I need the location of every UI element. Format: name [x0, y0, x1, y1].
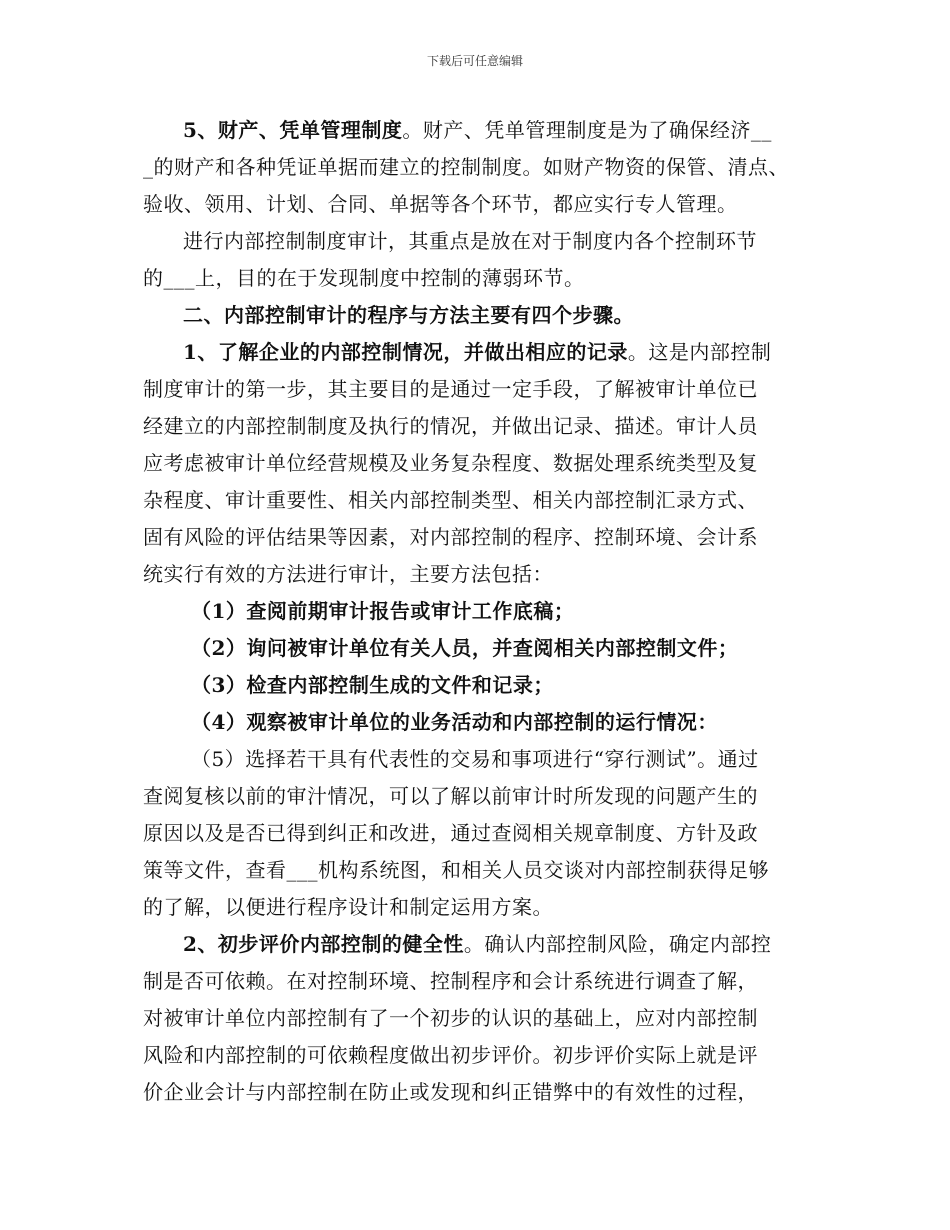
paragraph-continuation: 的___上，目的在于发现制度中控制的薄弱环节。 — [143, 266, 585, 290]
step-heading-2: 2、初步评价内部控制的健全性 — [183, 932, 464, 956]
paragraph-continuation: 制度审计的第一步，其主要目的是通过一定手段，了解被审计单位已 经建立的内部控制制度及执行的情况，并做出记录、描述。审计人员 应考虑被审计单位经营规模及业务复杂程度、数据处理系统类型及复 杂程度、审计重要性、相关内部控制类型、相关内部控制汇录方式、 固有风险的评估结果等因素，对内部控制的程序、控制环境、会计系 统实行有效的方法进行审计，主要方法包括： — [143, 377, 758, 586]
list-item: （3）检查内部控制生成的文件和记录； — [191, 673, 554, 697]
list-item: （1）查阅前期审计报告或审计工作底稿； — [191, 599, 575, 623]
step-heading-1: 1、了解企业的内部控制情况，并做出相应的记录 — [183, 340, 628, 364]
paragraph-continuation: 查阅复核以前的审汁情况，可以了解以前审计时所发现的问题产生的 原因以及是否已得到纠正和改进，通过查阅相关规章制度、方针及政 策等文件，查看___机构系统图，和相关人员交谈对内部控制获得足够 的了解，以便进行程序设计和制定运用方案。 — [143, 784, 769, 919]
list-item-walkthrough: （5）选择若干具有代表性的交易和事项进行“穿行测试”。通过 — [191, 747, 759, 771]
list-item: （4）观察被审计单位的业务活动和内部控制的运行情况： — [191, 710, 718, 734]
paragraph-property-voucher-system — [143, 112, 827, 149]
paragraph-preliminary-evaluation: 2、初步评价内部控制的健全性。确认内部控制风险，确定内部控 — [183, 932, 772, 956]
section-heading-5: 5、财产、凭单管理制度 — [183, 118, 403, 142]
paragraph-continuation: 制是否可依赖。在对控制环境、控制程序和会计系统进行调查了解， 对被审计单位内部控制有了一个初步的认识的基础上，应对内部控制 风险和内部控制的可依赖程度做出初步评价。初步评价实际上就是评 价企业会计与内部控制在防止或发现和纠正错弊中的有效性的过程， — [143, 969, 758, 1104]
document-body — [143, 112, 827, 1111]
section-heading-two: 二、内部控制审计的程序与方法主要有四个步骤。 — [183, 303, 634, 327]
page-header: 下载后可任意编辑 — [426, 54, 523, 68]
paragraph-audit-focus: 进行内部控制制度审计，其重点是放在对于制度内各个控制环节 — [183, 229, 757, 253]
paragraph-understand-controls: 1、了解企业的内部控制情况，并做出相应的记录。这是内部控制 — [183, 340, 772, 364]
paragraph-text: 。财产、凭单管理制度是为了确保经济__ — [402, 118, 772, 142]
list-item: （2）询问被审计单位有关人员，并查阅相关内部控制文件； — [191, 636, 739, 660]
paragraph-continuation: _的财产和各种凭证单据而建立的控制制度。如财产物资的保管、清点、 验收、领用、计划、合同、单据等各个环节，都应实行专人管理。 — [143, 155, 789, 216]
